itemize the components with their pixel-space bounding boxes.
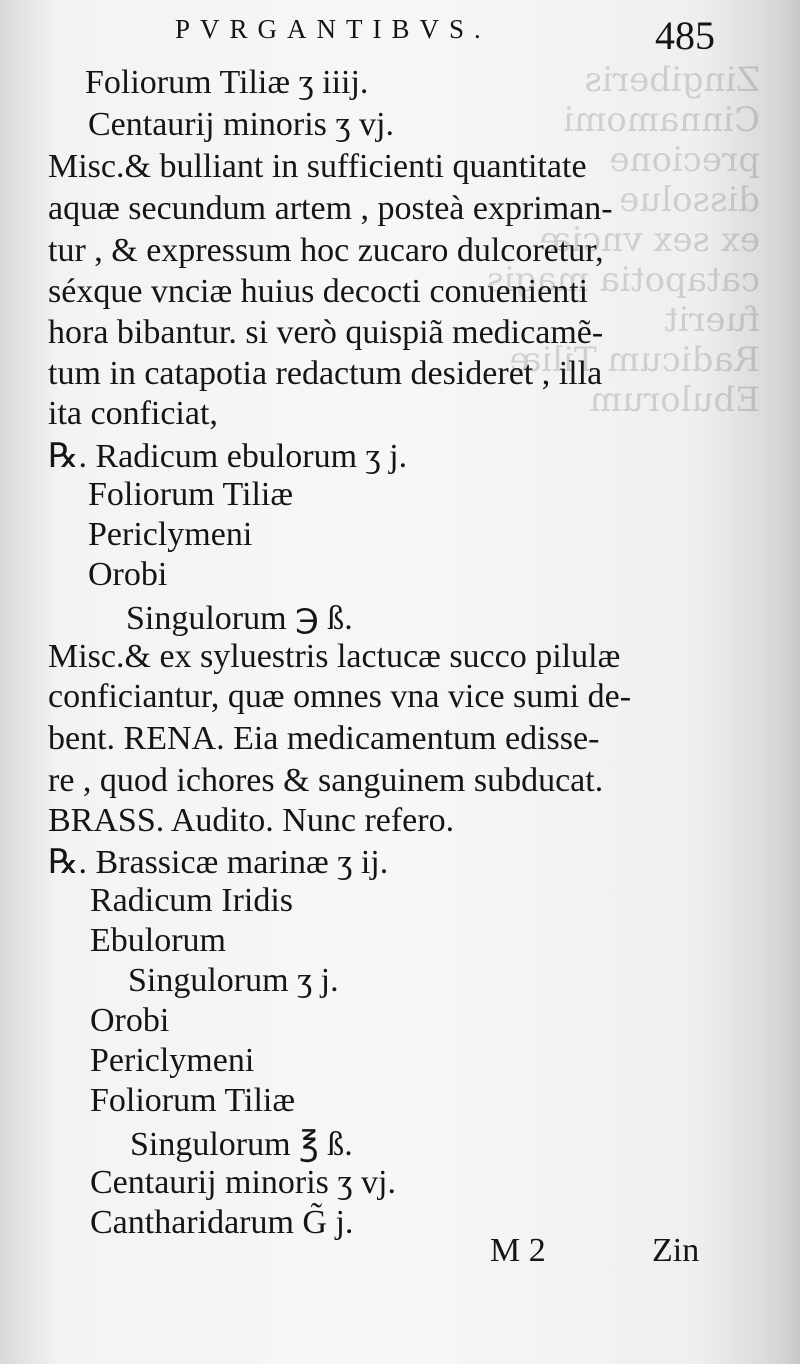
text-line: tur , & expressum hoc zucaro dulcoretur, (48, 232, 604, 269)
recipe-heading: ℞. Radicum ebulorum ʒ j. (48, 438, 408, 475)
text-line: séxque vnciæ huius decocti conuenienti (48, 273, 589, 310)
ingredient-line: Centaurij minoris ʒ vj. (90, 1164, 396, 1201)
ingredient-line: Radicum Iridis (90, 882, 294, 919)
ingredient-line: Orobi (88, 556, 168, 593)
ingredient-line: Singulorum ℈ ß. (126, 600, 353, 637)
running-title: PVRGANTIBVS. (175, 14, 491, 44)
ingredient-line: Foliorum Tiliæ (90, 1082, 296, 1119)
text-line: Misc.& bulliant in sufficienti quantitate (48, 148, 587, 185)
text-line: re , quod ichores & sanguinem subducat. (48, 762, 604, 799)
text-line: bent. RENA. Eia medicamentum edisse- (48, 720, 600, 757)
ingredient-line: Orobi (90, 1002, 170, 1039)
ingredient-line: Foliorum Tiliæ (88, 476, 294, 513)
ingredient-line: Cantharidarum G̃ j. (90, 1204, 354, 1241)
text-line: Centaurij minoris ʒ vj. (88, 106, 394, 143)
ingredient-line: Singulorum ℥ ß. (130, 1126, 353, 1163)
catchword: Zin (652, 1232, 700, 1269)
ingredient-line: Singulorum ʒ j. (128, 962, 339, 999)
ingredient-line: Periclymeni (88, 516, 253, 553)
show-through-text: Zingiberis Cinnamomi precione dissolue ex sex vnciæ catapotia magis fuerit Radicum Tiliæ Ebulorum (486, 60, 760, 420)
text-line: Misc.& ex syluestris lactucæ succo pilulæ (48, 638, 621, 675)
ingredient-line: Ebulorum (90, 922, 226, 959)
text-line: aquæ secundum artem , posteà expriman- (48, 190, 613, 227)
text-line: BRASS. Audito. Nunc refero. (48, 802, 455, 839)
text-line: hora bibantur. si verò quispiã medicamẽ- (48, 314, 604, 351)
text-line: Foliorum Tiliæ ʒ iiij. (85, 64, 369, 101)
ingredient-line: Periclymeni (90, 1042, 255, 1079)
text-line: tum in catapotia redactum desideret , illa (48, 355, 603, 392)
text-line: ita conficiat, (48, 395, 218, 432)
signature-mark: M 2 (490, 1232, 546, 1269)
text-line: conficiantur, quæ omnes vna vice sumi de- (48, 678, 632, 715)
page-number: 485 (655, 13, 715, 58)
recipe-heading: ℞. Brassicæ marinæ ʒ ij. (48, 844, 389, 881)
